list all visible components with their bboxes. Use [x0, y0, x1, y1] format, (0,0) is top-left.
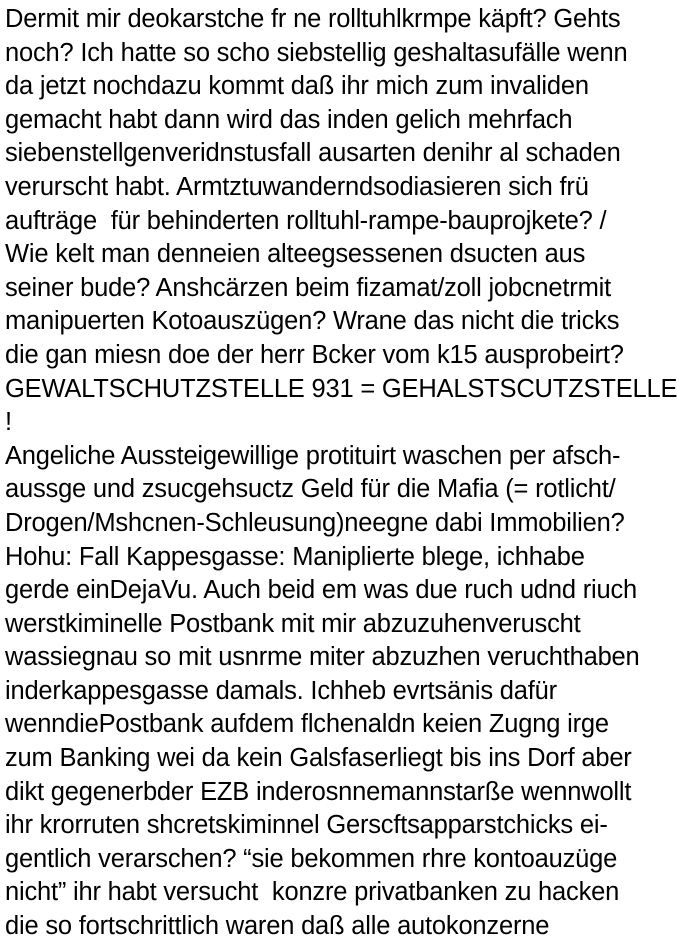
text-line: siebenstellgenveridnstusfall ausarten denihr al schaden: [5, 139, 621, 168]
text-line: gentlich verarschen? “sie bekommen rhre kontoauzüge: [5, 844, 618, 873]
text-line: die gan miesn doe der herr Bcker vom k15 ausprobeirt?: [5, 340, 624, 369]
text-line: zum Banking wei da kein Galsfaserliegt bis ins Dorf aber: [5, 744, 632, 773]
text-line: GEWALTSCHUTZSTELLE 931 = GEHALSTSCUTZSTELLE !: [5, 374, 684, 437]
text-line: inderkappesgasse damals. Ichheb evrtsänis dafür: [5, 676, 557, 705]
text-line: verurscht habt. Armtztuwanderndsodiasieren sich frü: [5, 172, 589, 201]
text-line: Hohu: Fall Kappesgasse: Maniplierte blege, ichhabe: [5, 542, 585, 571]
text-line: aussge und zsucgehsuctz Geld für die Mafia (= rotlicht/: [5, 475, 616, 504]
text-line: manipuerten Kotoauszügen? Wrane das nicht die tricks: [5, 307, 620, 336]
text-line: gemacht habt dann wird das inden gelich mehrfach: [5, 105, 573, 134]
text-line: da jetzt nochdazu kommt daß ihr mich zum invaliden: [5, 72, 589, 101]
text-line: die so fortschrittlich waren daß alle autokonzerne: [5, 912, 550, 940]
text-line: Wie kelt man denneien alteegsessenen dsucten aus: [5, 240, 586, 269]
text-line: ihr krorruten shcretskiminnel Gerscftsapparstchicks ei-: [5, 811, 608, 840]
text-line: werstkiminelle Postbank mit mir abzuzuhenveruscht: [5, 609, 581, 638]
text-line: Drogen/Mshcnen-Schleusung)neegne dabi Immobilien?: [5, 508, 625, 537]
text-line: nicht” ihr habt versucht konzre privatbanken zu hacken: [5, 878, 620, 907]
text-line: aufträge für behinderten rolltuhl-rampe-bauprojkete? /: [5, 206, 607, 235]
text-line: seiner bude? Anshcärzen beim fizamat/zoll jobcnetrmit: [5, 273, 611, 302]
text-line: wassiegnau so mit usnrme miter abzuzhen veruchthaben: [5, 643, 640, 672]
text-line: wenndiePostbank aufdem flchenaldn keien Zugng irge: [5, 710, 609, 739]
text-line: dikt gegenerbder EZB inderosnnemannstarße wennwollt: [5, 777, 632, 806]
text-line: Angeliche Aussteigewillige protituirt waschen per afsch-: [5, 441, 621, 470]
text-block: [5, 3, 682, 940]
text-line: noch? Ich hatte so scho siebstellig geshaltasufälle wenn: [5, 38, 628, 67]
text-line: Dermit mir deokarstche fr ne rolltuhlkrmpe käpft? Gehts: [5, 5, 621, 33]
text-line: gerde einDejaVu. Auch beid em was due ruch udnd riuch: [5, 576, 638, 605]
